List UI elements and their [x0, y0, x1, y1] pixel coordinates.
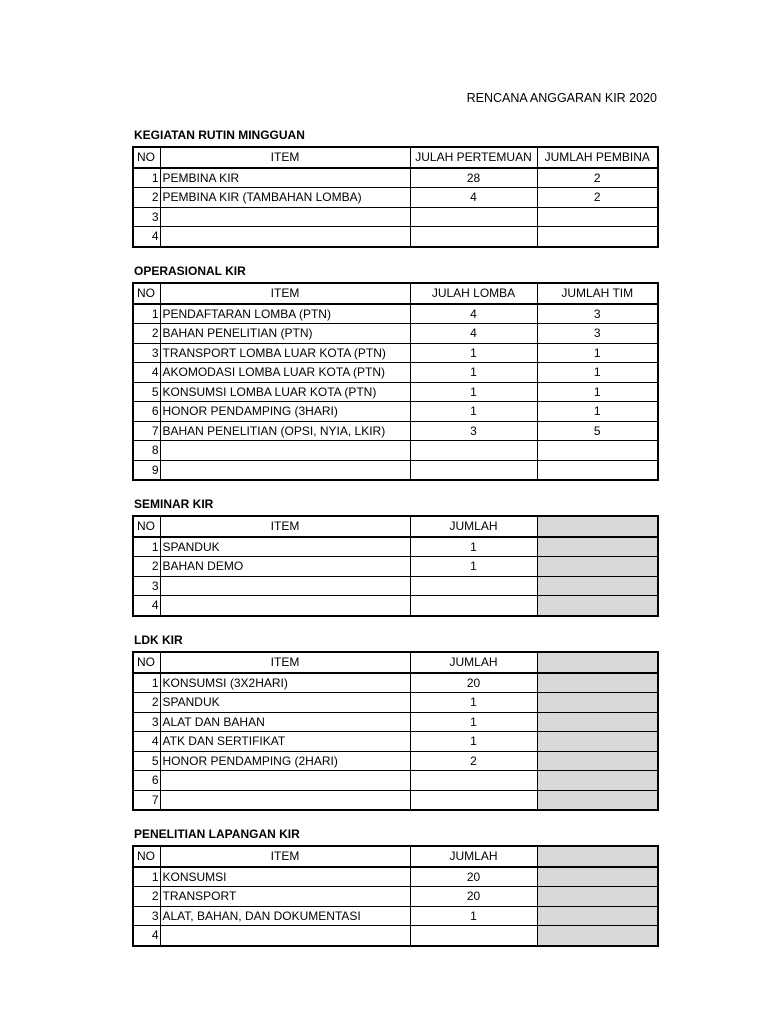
cell-no: 3 [133, 207, 160, 227]
cell-no: 7 [133, 790, 160, 810]
cell-no: 1 [133, 673, 160, 693]
cell-value-a [410, 790, 537, 810]
cell-value-a: 20 [410, 867, 537, 887]
cell-no: 4 [133, 227, 160, 247]
cell-no: 2 [133, 887, 160, 907]
cell-no: 7 [133, 421, 160, 441]
shaded-cell [537, 557, 658, 577]
cell-value-a [410, 576, 537, 596]
table-row [133, 887, 658, 907]
cell-item: BAHAN PENELITIAN (OPSI, NYIA, LKIR) [160, 421, 410, 441]
cell-item [160, 790, 410, 810]
shaded-cell [537, 732, 658, 752]
table-seminar [132, 515, 659, 617]
cell-value-b: 2 [537, 168, 658, 188]
section-title: OPERASIONAL KIR [134, 264, 246, 278]
table-row [133, 751, 658, 771]
section-title: SEMINAR KIR [134, 497, 214, 511]
cell-item [160, 460, 410, 480]
cell-value-a: 1 [410, 343, 537, 363]
cell-value-b [537, 460, 658, 480]
cell-item: PENDAFTARAN LOMBA (PTN) [160, 304, 410, 324]
shaded-cell [537, 516, 658, 537]
table-row [133, 557, 658, 577]
cell-no: 2 [133, 324, 160, 344]
cell-no: 4 [133, 926, 160, 946]
cell-item: KONSUMSI (3X2HARI) [160, 673, 410, 693]
cell-value-a: 1 [410, 363, 537, 383]
cell-value-a [410, 441, 537, 461]
table-row [133, 712, 658, 732]
header-no: NO [133, 147, 160, 168]
cell-no: 4 [133, 363, 160, 383]
shaded-cell [537, 887, 658, 907]
shaded-cell [537, 751, 658, 771]
cell-value-b: 1 [537, 402, 658, 422]
cell-item: KONSUMSI LOMBA LUAR KOTA (PTN) [160, 382, 410, 402]
table-ldk [132, 651, 659, 811]
table-header-row [133, 147, 658, 168]
cell-no: 1 [133, 537, 160, 557]
shaded-cell [537, 576, 658, 596]
table-penelitian-lapangan [132, 845, 659, 947]
cell-item: ALAT, BAHAN, DAN DOKUMENTASI [160, 906, 410, 926]
table-header-row [133, 846, 658, 867]
document-title: RENCANA ANGGARAN KIR 2020 [466, 91, 657, 105]
cell-no: 5 [133, 382, 160, 402]
cell-value-a: 4 [410, 188, 537, 208]
shaded-cell [537, 790, 658, 810]
header-jumlah: JUMLAH [410, 652, 537, 673]
table-kegiatan-rutin [132, 146, 659, 248]
cell-value-a: 1 [410, 557, 537, 577]
cell-value-a: 20 [410, 887, 537, 907]
cell-value-b: 3 [537, 324, 658, 344]
shaded-cell [537, 673, 658, 693]
cell-item: TRANSPORT [160, 887, 410, 907]
cell-no: 6 [133, 402, 160, 422]
table-row [133, 227, 658, 247]
shaded-cell [537, 771, 658, 791]
header-jumlah: JUMLAH [410, 846, 537, 867]
cell-item [160, 441, 410, 461]
cell-no: 8 [133, 441, 160, 461]
cell-item: ATK DAN SERTIFIKAT [160, 732, 410, 752]
cell-value-a: 1 [410, 732, 537, 752]
table-row [133, 324, 658, 344]
cell-no: 3 [133, 576, 160, 596]
header-no: NO [133, 283, 160, 304]
table-row [133, 207, 658, 227]
cell-value-a [410, 771, 537, 791]
cell-no: 1 [133, 304, 160, 324]
cell-value-a: 1 [410, 402, 537, 422]
cell-item: HONOR PENDAMPING (3HARI) [160, 402, 410, 422]
cell-no: 3 [133, 712, 160, 732]
table-row [133, 363, 658, 383]
cell-no: 2 [133, 557, 160, 577]
table-row [133, 188, 658, 208]
cell-no: 3 [133, 343, 160, 363]
table-row [133, 926, 658, 946]
cell-value-b: 5 [537, 421, 658, 441]
cell-no: 1 [133, 867, 160, 887]
cell-item [160, 926, 410, 946]
cell-value-a: 3 [410, 421, 537, 441]
table-row [133, 693, 658, 713]
cell-item [160, 207, 410, 227]
header-item: ITEM [160, 283, 410, 304]
cell-value-a [410, 596, 537, 616]
shaded-cell [537, 693, 658, 713]
table-row [133, 537, 658, 557]
table-row [133, 382, 658, 402]
section-title: PENELITIAN LAPANGAN KIR [134, 827, 300, 841]
header-item: ITEM [160, 516, 410, 537]
table-row [133, 343, 658, 363]
shaded-cell [537, 926, 658, 946]
table-row [133, 576, 658, 596]
cell-no: 4 [133, 596, 160, 616]
table-row [133, 906, 658, 926]
header-no: NO [133, 516, 160, 537]
cell-item: AKOMODASI LOMBA LUAR KOTA (PTN) [160, 363, 410, 383]
header-no: NO [133, 846, 160, 867]
cell-value-b: 2 [537, 188, 658, 208]
cell-value-b [537, 207, 658, 227]
cell-value-a [410, 926, 537, 946]
cell-item: BAHAN DEMO [160, 557, 410, 577]
cell-value-a: 4 [410, 304, 537, 324]
shaded-cell [537, 846, 658, 867]
shaded-cell [537, 867, 658, 887]
cell-value-a: 1 [410, 906, 537, 926]
table-operasional [132, 282, 659, 481]
table-row [133, 596, 658, 616]
shaded-cell [537, 652, 658, 673]
header-item: ITEM [160, 846, 410, 867]
cell-value-a: 20 [410, 673, 537, 693]
table-row [133, 867, 658, 887]
table-row [133, 790, 658, 810]
header-item: ITEM [160, 652, 410, 673]
cell-no: 5 [133, 751, 160, 771]
cell-no: 4 [133, 732, 160, 752]
table-row [133, 421, 658, 441]
cell-value-a [410, 207, 537, 227]
table-row [133, 732, 658, 752]
cell-value-a: 1 [410, 693, 537, 713]
cell-item: BAHAN PENELITIAN (PTN) [160, 324, 410, 344]
table-header-row [133, 516, 658, 537]
header-julah-lomba: JULAH LOMBA [410, 283, 537, 304]
cell-no: 2 [133, 188, 160, 208]
section-title: KEGIATAN RUTIN MINGGUAN [134, 128, 305, 142]
table-row [133, 441, 658, 461]
cell-value-b [537, 227, 658, 247]
cell-item: HONOR PENDAMPING (2HARI) [160, 751, 410, 771]
cell-item: SPANDUK [160, 537, 410, 557]
cell-no: 9 [133, 460, 160, 480]
cell-value-a: 1 [410, 537, 537, 557]
cell-value-a: 4 [410, 324, 537, 344]
cell-value-b: 3 [537, 304, 658, 324]
header-item: ITEM [160, 147, 410, 168]
cell-no: 2 [133, 693, 160, 713]
header-jumlah-pembina: JUMLAH PEMBINA [537, 147, 658, 168]
cell-item [160, 227, 410, 247]
cell-item [160, 771, 410, 791]
shaded-cell [537, 906, 658, 926]
shaded-cell [537, 596, 658, 616]
cell-item: ALAT DAN BAHAN [160, 712, 410, 732]
shaded-cell [537, 537, 658, 557]
table-row [133, 402, 658, 422]
section-title: LDK KIR [134, 633, 183, 647]
cell-value-a [410, 460, 537, 480]
cell-no: 1 [133, 168, 160, 188]
cell-value-a: 28 [410, 168, 537, 188]
table-row [133, 460, 658, 480]
cell-value-a: 2 [410, 751, 537, 771]
cell-value-b: 1 [537, 363, 658, 383]
cell-value-b: 1 [537, 382, 658, 402]
cell-value-b: 1 [537, 343, 658, 363]
cell-item [160, 596, 410, 616]
cell-item: SPANDUK [160, 693, 410, 713]
cell-item: KONSUMSI [160, 867, 410, 887]
header-julah-pertemuan: JULAH PERTEMUAN [410, 147, 537, 168]
header-no: NO [133, 652, 160, 673]
table-row [133, 168, 658, 188]
shaded-cell [537, 712, 658, 732]
header-jumlah-tim: JUMLAH TIM [537, 283, 658, 304]
cell-value-b [537, 441, 658, 461]
cell-item [160, 576, 410, 596]
table-row [133, 673, 658, 693]
table-header-row [133, 652, 658, 673]
cell-value-a: 1 [410, 382, 537, 402]
cell-value-a [410, 227, 537, 247]
table-header-row [133, 283, 658, 304]
cell-value-a: 1 [410, 712, 537, 732]
cell-no: 6 [133, 771, 160, 791]
header-jumlah: JUMLAH [410, 516, 537, 537]
cell-item: PEMBINA KIR [160, 168, 410, 188]
cell-item: PEMBINA KIR (TAMBAHAN LOMBA) [160, 188, 410, 208]
cell-item: TRANSPORT LOMBA LUAR KOTA (PTN) [160, 343, 410, 363]
table-row [133, 304, 658, 324]
table-row [133, 771, 658, 791]
cell-no: 3 [133, 906, 160, 926]
